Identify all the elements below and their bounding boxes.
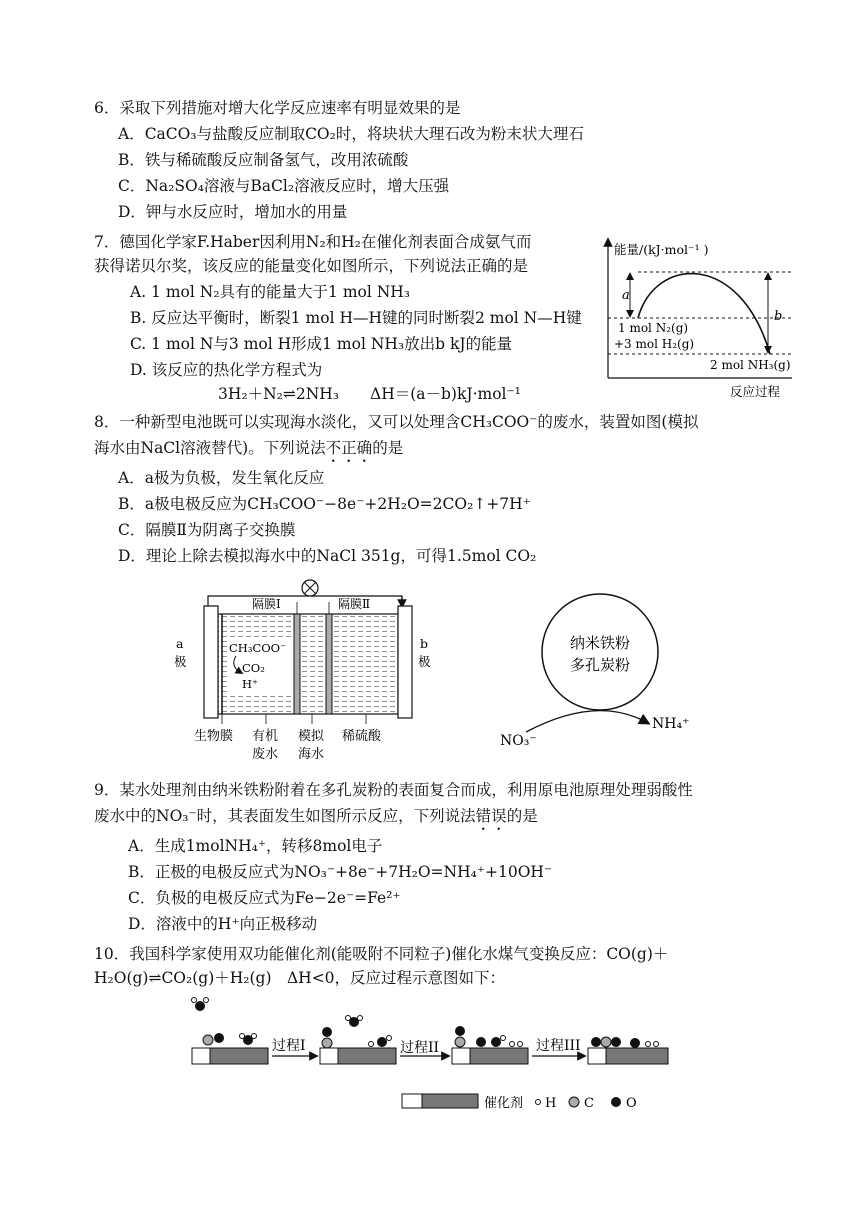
q7-option-d: D. 该反应的热化学方程式为 [130, 361, 323, 379]
label-b: b [774, 309, 783, 324]
pole-a-letter: a [176, 636, 184, 651]
q6-option-d: D．钾与水反应时，增加水的用量 [118, 203, 348, 221]
particle-circle [542, 594, 658, 710]
q7-stem-line1: 7．德国化学家F.Haber因利用N₂和H₂在催化剂表面合成氨气而 [94, 233, 532, 251]
q8-stem-line2: 海水由NaCl溶液替代)。下列说法不正确的是 [94, 439, 404, 457]
reactant-label-1: 1 mol N₂(g) [618, 321, 689, 335]
product-label: 2 mol NH₃(g) [710, 358, 791, 372]
legend [402, 1094, 637, 1111]
process-diagram [186, 994, 676, 1118]
circle-line-1: 纳米铁粉 [569, 634, 631, 652]
catalyst-stage-2 [320, 1048, 396, 1064]
legend-h: H [545, 1096, 557, 1111]
electrode-a [204, 606, 218, 718]
reactant-label-2: +3 mol H₂(g) [614, 337, 695, 351]
label-organic-2: 废水 [252, 747, 279, 762]
q9-option-a: A．生成1molNH₄⁺，转移8mol电子 [128, 837, 383, 855]
h-atom-icon [536, 1100, 541, 1105]
q6-option-a: A．CaCO₃与盐酸反应制取CO₂时，将块状大理石改为粉末状大理石 [118, 125, 584, 143]
y-axis-label: 能量/(kJ·mol⁻¹ ) [614, 242, 709, 257]
pole-b-letter: b [420, 636, 429, 651]
process-1-label: 过程I [272, 1038, 306, 1054]
q8-option-d: D．理论上除去模拟海水中的NaCl 351g，可得1.5mol CO₂ [118, 547, 537, 565]
legend-c: C [584, 1096, 594, 1111]
q7-option-c: C. 1 mol N与3 mol H形成1 mol NH₃放出b kJ的能量 [130, 335, 513, 353]
q9-option-c: C．负极的电极反应式为Fe−2e⁻=Fe²⁺ [128, 889, 401, 907]
label-bio-film: 生物膜 [194, 729, 234, 744]
q10-stem-line2: H₂O(g)⇌CO₂(g)＋H₂(g) ΔH<0，反应过程示意图如下： [94, 969, 506, 987]
catalyst-stage-1 [192, 1048, 268, 1064]
label-organic-1: 有机 [252, 729, 279, 744]
cell-diagram [166, 574, 456, 770]
label-seawater-2: 海水 [298, 747, 325, 762]
catalyst-stage-4 [588, 1048, 668, 1064]
q6-stem: 6．采取下列措施对增大化学反应速率有明显效果的是 [94, 99, 461, 117]
q9-stem-line2: 废水中的NO₃⁻时，其表面发生如图所示反应，下列说法错误的是 [94, 807, 538, 825]
label-seawater-1: 模拟 [298, 729, 325, 744]
o-atom-icon [611, 1097, 621, 1107]
q8-emphasis: 不正确 [325, 439, 373, 457]
species-h-plus: H⁺ [242, 677, 259, 691]
q9-option-b: B．正极的电极反应式为NO₃⁻+8e⁻+7H₂O=NH₄⁺+10OH⁻ [128, 863, 553, 881]
process-3-label: 过程III [536, 1038, 581, 1054]
species-co2: CO₂ [242, 661, 265, 675]
pole-b-char: 极 [418, 654, 431, 669]
membrane-2-label: 隔膜Ⅱ [338, 597, 371, 611]
q7-equation: 3H₂＋N₂⇌2NH₃ ΔH＝(a－b)kJ·mol⁻¹ [218, 385, 521, 403]
q6-option-b: B．铁与稀硫酸反应制备氢气，改用浓硫酸 [118, 151, 409, 169]
membrane-2 [326, 614, 332, 714]
legend-catalyst: 催化剂 [484, 1096, 524, 1111]
species-acetate: CH₃COO⁻ [229, 641, 287, 655]
legend-o: O [626, 1096, 637, 1111]
q9-stem-line1: 9．某水处理剂由纳米铁粉附着在多孔炭粉的表面复合而成，利用原电池原理处理弱酸性 [94, 781, 693, 799]
q9-option-d: D．溶液中的H⁺向正极移动 [128, 915, 318, 933]
c-atom-icon [569, 1097, 579, 1107]
electrode-b [398, 606, 412, 718]
q8-option-c: C．隔膜Ⅱ为阴离子交换膜 [118, 521, 296, 539]
q8-stem-line1: 8．一种新型电池既可以实现海水淡化，又可以处理含CH₃COO⁻的废水，装置如图(模拟 [94, 413, 699, 431]
circle-line-2: 多孔炭粉 [569, 656, 631, 674]
q7-stem-line2: 获得诺贝尔奖，该反应的能量变化如图所示，下列说法正确的是 [94, 257, 529, 275]
label-a: a [622, 288, 630, 303]
q6-option-c: C．Na₂SO₄溶液与BaCl₂溶液反应时，增大压强 [118, 177, 450, 195]
ammonium-label: NH₄⁺ [652, 716, 690, 732]
label-dilute-acid: 稀硫酸 [342, 729, 382, 744]
membrane-1 [294, 614, 300, 714]
x-axis-label: 反应过程 [730, 384, 781, 399]
process-2-label: 过程II [400, 1040, 440, 1056]
catalyst-stage-3 [452, 1048, 528, 1064]
pole-a-char: 极 [174, 654, 187, 669]
energy-diagram [600, 236, 796, 401]
q7-option-b: B. 反应达平衡时，断裂1 mol H—H键的同时断裂2 mol N—H键 [130, 309, 582, 327]
membrane-1-label: 隔膜Ⅰ [252, 597, 281, 611]
q8-option-a: A．a极为负极，发生氧化反应 [118, 469, 325, 487]
q8-option-b: B．a极电极反应为CH₃COO⁻−8e⁻+2H₂O=2CO₂↑+7H⁺ [118, 495, 531, 513]
q10-stem-line1: 10．我国科学家使用双功能催化剂(能吸附不同粒子)催化水煤气变换反应：CO(g)＋ [94, 945, 669, 963]
q9-emphasis: 错误 [475, 807, 507, 825]
iron-carbon-diagram [496, 590, 716, 760]
nitrate-label: NO₃⁻ [500, 733, 537, 749]
q7-option-a: A. 1 mol N₂具有的能量大于1 mol NH₃ [130, 283, 411, 301]
